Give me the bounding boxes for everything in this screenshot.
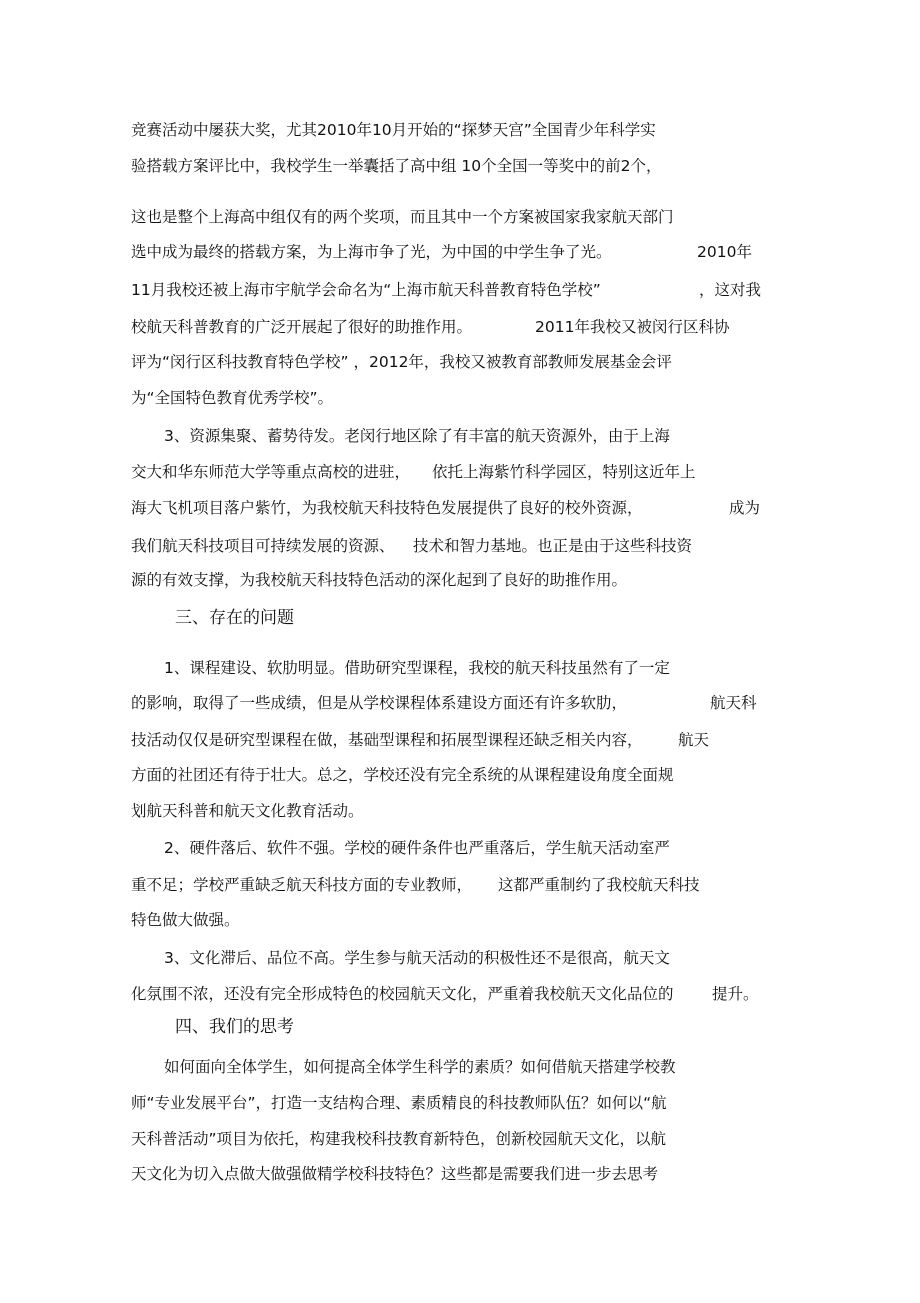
text-line: 这也是整个上海高中组仅有的两个奖项，而且其中一个方案被国家我家航天部门 (131, 208, 674, 226)
text-line: 验搭载方案评比中，我校学生一举囊括了高中组 10个全国一等奖中的前2个， (131, 157, 662, 175)
paragraph-start: 如何面向全体学生，如何提高全体学生科学的素质？如何借航天搭建学校教 (164, 1058, 676, 1076)
text-line-fragment: 2010年 (697, 243, 752, 261)
text-line: 天文化为切入点做大做强做精学校科技特色？这些都是需要我们进一步去思考 (131, 1165, 659, 1183)
paragraph-start: 3、资源集聚、蓄势待发。老闵行地区除了有丰富的航天资源外，由于上海 (164, 427, 670, 445)
section-heading: 三、存在的问题 (175, 608, 294, 628)
section-heading: 四、我们的思考 (175, 1017, 294, 1037)
text-line-fragment: 航天 (678, 731, 710, 749)
text-line: 技活动仅仅是研究型课程在做，基础型课程和拓展型课程还缺乏相关内容， (131, 731, 643, 749)
text-line: 海大飞机项目落户紫竹，为我校航天科技特色发展提供了良好的校外资源， (131, 499, 643, 517)
text-line-fragment: ，这对我 (699, 281, 762, 299)
text-line: 评为“闵行区科技教育特色学校” ，2012年，我校又被教育部教师发展基金会评 (131, 353, 672, 371)
text-line: 为“全国特色教育优秀学校”。 (131, 389, 334, 407)
text-line-fragment: 这都严重制约了我校航天科技 (498, 876, 700, 894)
text-line: 天科普活动”项目为依托，构建我校科技教育新特色，创新校园航天文化，以航 (131, 1130, 667, 1148)
text-line: 选中成为最终的搭载方案，为上海市争了光，为中国的中学生争了光。 (131, 243, 612, 261)
paragraph-start: 1、课程建设、软肋明显。借助研究型课程，我校的航天科技虽然有了一定 (164, 659, 670, 677)
text-line-fragment: 航天科 (710, 694, 757, 712)
paragraph-start: 3、文化滞后、品位不高。学生参与航天活动的积极性还不是很高，航天文 (164, 949, 670, 967)
text-line: 特色做大做强。 (131, 911, 240, 929)
text-line: 交大和华东师范大学等重点高校的进驻， (131, 463, 411, 481)
text-line: 的影响，取得了一些成绩，但是从学校课程体系建设方面还有许多软肋， (131, 694, 628, 712)
text-line-fragment: 成为 (729, 499, 761, 517)
text-line-fragment: 提升。 (712, 985, 759, 1003)
text-line: 竞赛活动中屡获大奖，尤其2010年10月开始的“探梦天宫”全国青少年科学实 (131, 121, 656, 139)
text-line: 源的有效支撑，为我校航天科技特色活动的深化起到了良好的助推作用。 (131, 571, 628, 589)
text-line-fragment: 依托上海紫竹科学园区，特别这近年上 (432, 463, 696, 481)
text-line-fragment: 2011年我校又被闵行区科协 (535, 318, 730, 336)
text-line-fragment: 技术和智力基地。也正是由于这些科技资 (413, 537, 693, 555)
text-line: 重不足；学校严重缺乏航天科技方面的专业教师， (131, 876, 473, 894)
paragraph-start: 2、硬件落后、软件不强。学校的硬件条件也严重落后，学生航天活动室严 (164, 839, 670, 857)
text-line: 划航天科普和航天文化教育活动。 (131, 802, 364, 820)
text-line: 方面的社团还有待于壮大。总之，学校还没有完全系统的从课程建设角度全面规 (131, 766, 674, 784)
text-line: 11月我校还被上海市宇航学会命名为“上海市航天科普教育特色学校” (131, 281, 601, 299)
text-line: 化氛围不浓，还没有完全形成特色的校园航天文化，严重着我校航天文化品位的 (131, 985, 674, 1003)
text-line: 我们航天科技项目可持续发展的资源、 (131, 537, 395, 555)
text-line: 师“专业发展平台”，打造一支结构合理、素质精良的科技教师队伍？如何以“航 (131, 1094, 667, 1112)
text-line: 校航天科普教育的广泛开展起了很好的助推作用。 (131, 318, 473, 336)
